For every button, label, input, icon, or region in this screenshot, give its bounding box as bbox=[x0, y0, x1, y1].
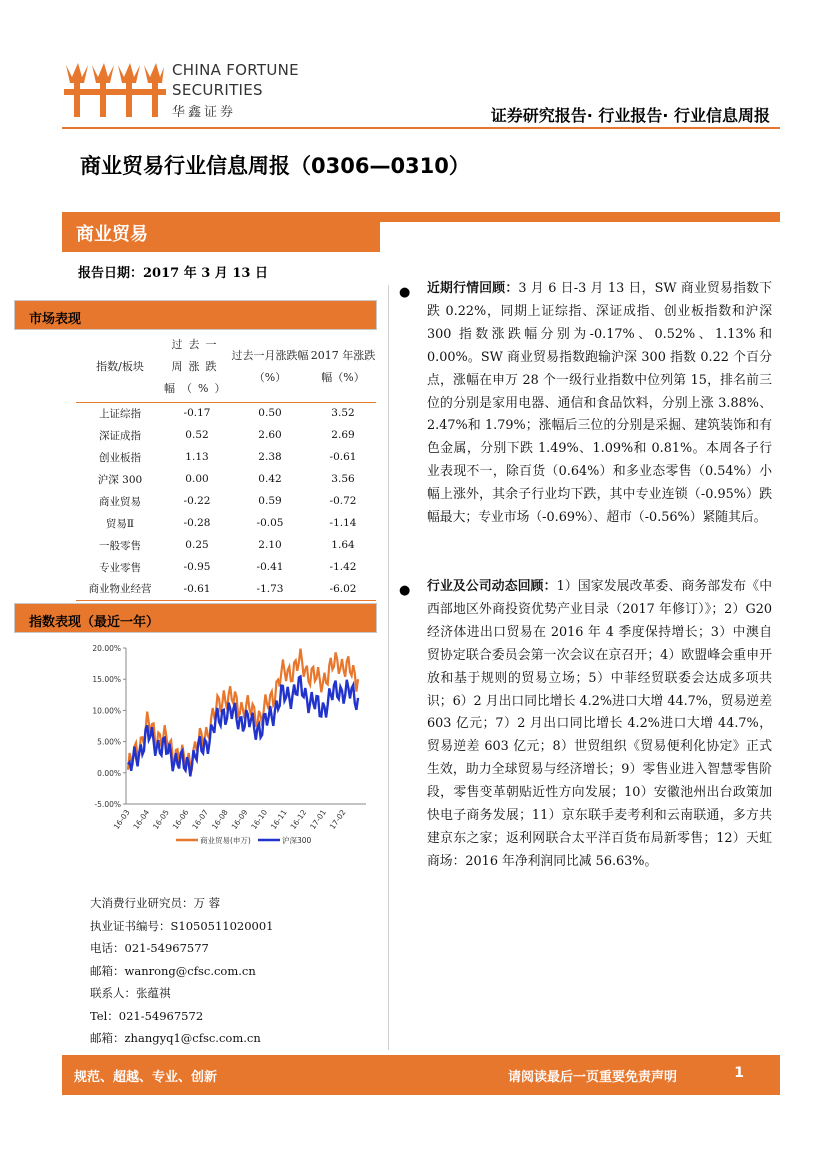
market-review-text: 3 月 6 日-3 月 13 日，SW 商业贸易指数下跌 0.22%，同期上证综指、深证成指、创业板指数和沪深 300 指数涨跌幅分别为-0.17%、0.52%、1.13%和 0.00%。SW 商业贸易指数跑输沪深 300 指数 0.22 个百分点，涨幅在申万 28 个一级行业指数中位列第 15，排名前三位的分别是家用电器、通信和食品饮料，分别上涨 3.88%、2.47%和 1.79%；涨幅后三位的分别是采掘、建筑装饰和有色金属，分别下跌 1.49%、1.09%和 0.81%。本周各子行业表现不一，除百货（0.64%）和多业态零售（0.54%）小幅上涨外，其余子行业均下跌，其中专业连锁（-0.95%）跌幅最大；专业市场（-0.69%）、超市（-0.56%）紧随其后。 bbox=[427, 281, 773, 526]
footer-disclaimer: 请阅读最后一页重要免责声明 bbox=[508, 1070, 678, 1085]
page-title: 商业贸易行业信息周报（0306—0310） bbox=[80, 154, 470, 178]
month-change: -1.73 bbox=[230, 578, 310, 600]
x-tick-label: 17-01 bbox=[308, 807, 329, 832]
row-name: 商业物业经营 bbox=[76, 578, 164, 600]
ytd-change: 2.69 bbox=[331, 429, 355, 441]
week-change: 0.52 bbox=[185, 429, 209, 441]
legend-label: 沪深300 bbox=[282, 836, 312, 845]
page-footer bbox=[62, 1055, 780, 1095]
table-row bbox=[76, 556, 376, 578]
month-change: 0.59 bbox=[258, 495, 282, 507]
x-tick-label: 16-03 bbox=[111, 807, 132, 832]
analyst-phone: 电话：021-54967577 bbox=[90, 941, 209, 955]
table-row bbox=[76, 468, 376, 490]
contact-phone: Tel：021-54967572 bbox=[90, 1009, 204, 1023]
analyst-email: 邮箱：wanrong@cfsc.com.cn bbox=[90, 964, 256, 978]
market-section-header bbox=[14, 300, 377, 330]
ytd-change: -0.61 bbox=[329, 451, 357, 463]
row-name: 一般零售 bbox=[99, 539, 141, 552]
ytd-change: -6.02 bbox=[310, 578, 376, 600]
sector-label: 商业贸易 bbox=[76, 224, 148, 245]
report-date: 报告日期：2017 年 3 月 13 日 bbox=[78, 266, 268, 281]
table-row bbox=[76, 534, 376, 556]
table-row bbox=[76, 578, 376, 600]
table-row bbox=[76, 490, 376, 512]
company-logo-mark bbox=[62, 59, 166, 121]
x-tick-label: 16-05 bbox=[151, 807, 171, 832]
column-header: 指数/板块 bbox=[76, 332, 164, 402]
logo-text-en-line2: SECURITIES bbox=[172, 81, 263, 99]
table-row bbox=[76, 402, 376, 424]
row-name: 上证综指 bbox=[99, 407, 141, 420]
x-tick-label: 17-02 bbox=[327, 807, 348, 832]
month-change: 0.50 bbox=[258, 407, 282, 420]
month-change: -0.41 bbox=[256, 561, 284, 573]
week-change: -0.61 bbox=[164, 578, 230, 600]
table-row bbox=[76, 446, 376, 468]
y-tick-label: 5.00% bbox=[97, 737, 121, 747]
company-logo bbox=[62, 57, 302, 127]
y-tick-label: 15.00% bbox=[92, 675, 121, 685]
analyst-cert: 执业证书编号：S1050511020001 bbox=[90, 919, 274, 933]
month-change: 2.38 bbox=[258, 451, 282, 463]
row-name: 深证成指 bbox=[99, 429, 141, 442]
week-change: -0.28 bbox=[183, 517, 211, 529]
y-tick-label: 20.00% bbox=[92, 644, 121, 653]
week-change: -0.22 bbox=[183, 495, 211, 507]
market-review-paragraph bbox=[427, 278, 772, 530]
industry-news-heading: 行业及公司动态回顾： bbox=[427, 579, 557, 594]
x-tick-label: 16-12 bbox=[288, 807, 309, 832]
row-name: 商业贸易 bbox=[99, 495, 141, 508]
x-tick-label: 16-10 bbox=[249, 807, 270, 832]
page-number: 1 bbox=[734, 1065, 744, 1081]
x-tick-label: 16-08 bbox=[209, 807, 230, 832]
month-change: 2.60 bbox=[258, 429, 282, 441]
y-tick-label: -5.00% bbox=[94, 800, 121, 809]
month-change: 0.42 bbox=[258, 473, 282, 485]
ytd-change: 3.52 bbox=[331, 407, 355, 420]
y-tick-label: 0.00% bbox=[97, 768, 121, 778]
ytd-change: 3.56 bbox=[331, 473, 355, 485]
bullet-icon: ● bbox=[399, 285, 411, 300]
index-line-chart-svg bbox=[76, 636, 376, 856]
contact-email: 邮箱：zhangyq1@cfsc.com.cn bbox=[90, 1031, 261, 1045]
ytd-change: -1.42 bbox=[329, 561, 357, 573]
market-section-title: 市场表现 bbox=[29, 312, 82, 327]
column-header: 过去一月涨跌幅（%） bbox=[230, 332, 310, 402]
x-tick-label: 16-09 bbox=[229, 807, 250, 832]
contact-person: 联系人：张蕴祺 bbox=[90, 986, 171, 1000]
industry-news-paragraph bbox=[427, 576, 772, 874]
week-change: 0.25 bbox=[185, 539, 209, 551]
header-divider bbox=[62, 127, 780, 129]
row-name: 专业零售 bbox=[99, 561, 141, 574]
index-section-title: 指数表现（最近一年） bbox=[29, 615, 160, 630]
index-section-header bbox=[14, 603, 377, 633]
industry-news-text: 1）国家发展改革委、商务部发布《中西部地区外商投资优势产业目录（2017 年修订）》；2）G20 经济体进出口贸易在 2016 年 4 季度保持增长；3）中澳自贸协定联合委员会第一次会议在京召开；4）欧盟峰会重申开放和基于规则的贸易立场；5）中菲经贸联委会达成多项共识；6）2 月出口同比增长 4.2%进口大增 44.7%，贸易逆差 603 亿元；7）2 月出口同比增长 4.2%进口大增 44.7%，贸易逆差 603 亿元；8）世贸组织《贸易便利化协定》正式生效，助力全球贸易与经济增长；9）零售业进入智慧零售阶段，零售变革朝贴近性方向发展；10）安徽池州出台政策加快电子商务发展；11）京东联手麦考利和云南联通，多方共建京东之家；返利网联合太平洋百货布局新零售；12）天虹商场：2016 年净利润同比减 56.63%。 bbox=[427, 579, 772, 869]
x-tick-label: 16-04 bbox=[131, 807, 152, 832]
month-change: -0.05 bbox=[256, 517, 284, 529]
table-row bbox=[76, 424, 376, 446]
column-header: 2017 年涨跌幅（%） bbox=[310, 332, 376, 402]
series-line-csi300 bbox=[128, 677, 358, 777]
week-change: 0.00 bbox=[185, 473, 209, 485]
table-row bbox=[76, 512, 376, 534]
market-performance-table bbox=[76, 332, 376, 601]
row-name: 贸易Ⅱ bbox=[105, 517, 135, 530]
bullet-icon: ● bbox=[399, 583, 411, 598]
report-type: 证券研究报告· 行业报告· 行业信息周报 bbox=[490, 106, 770, 125]
logo-text-en-line1: CHINA FORTUNE bbox=[172, 61, 299, 79]
market-review-heading: 近期行情回顾： bbox=[427, 281, 519, 296]
ytd-change: 1.64 bbox=[331, 539, 355, 551]
week-change: 1.13 bbox=[185, 451, 209, 463]
footer-motto: 规范、超越、专业、创新 bbox=[74, 1070, 218, 1085]
week-change: -0.95 bbox=[183, 561, 211, 573]
x-tick-label: 16-07 bbox=[190, 807, 211, 832]
y-tick-label: 10.00% bbox=[92, 706, 121, 716]
x-tick-label: 16-06 bbox=[170, 807, 191, 832]
row-name: 创业板指 bbox=[99, 451, 141, 464]
analyst-name: 大消费行业研究员：万 蓉 bbox=[90, 896, 221, 910]
ytd-change: -0.72 bbox=[329, 495, 357, 507]
logo-text-cn: 华鑫证券 bbox=[172, 105, 237, 120]
ytd-change: -1.14 bbox=[329, 517, 357, 529]
row-name: 沪深 300 bbox=[97, 473, 143, 486]
legend-label: 商业贸易(申万) bbox=[200, 836, 251, 845]
index-line-chart bbox=[76, 636, 376, 856]
sector-banner bbox=[62, 212, 780, 252]
x-tick-label: 16-11 bbox=[268, 807, 289, 832]
month-change: 2.10 bbox=[258, 539, 282, 551]
column-header: 过去一周涨跌幅（%） bbox=[164, 332, 230, 402]
week-change: -0.17 bbox=[183, 407, 211, 420]
